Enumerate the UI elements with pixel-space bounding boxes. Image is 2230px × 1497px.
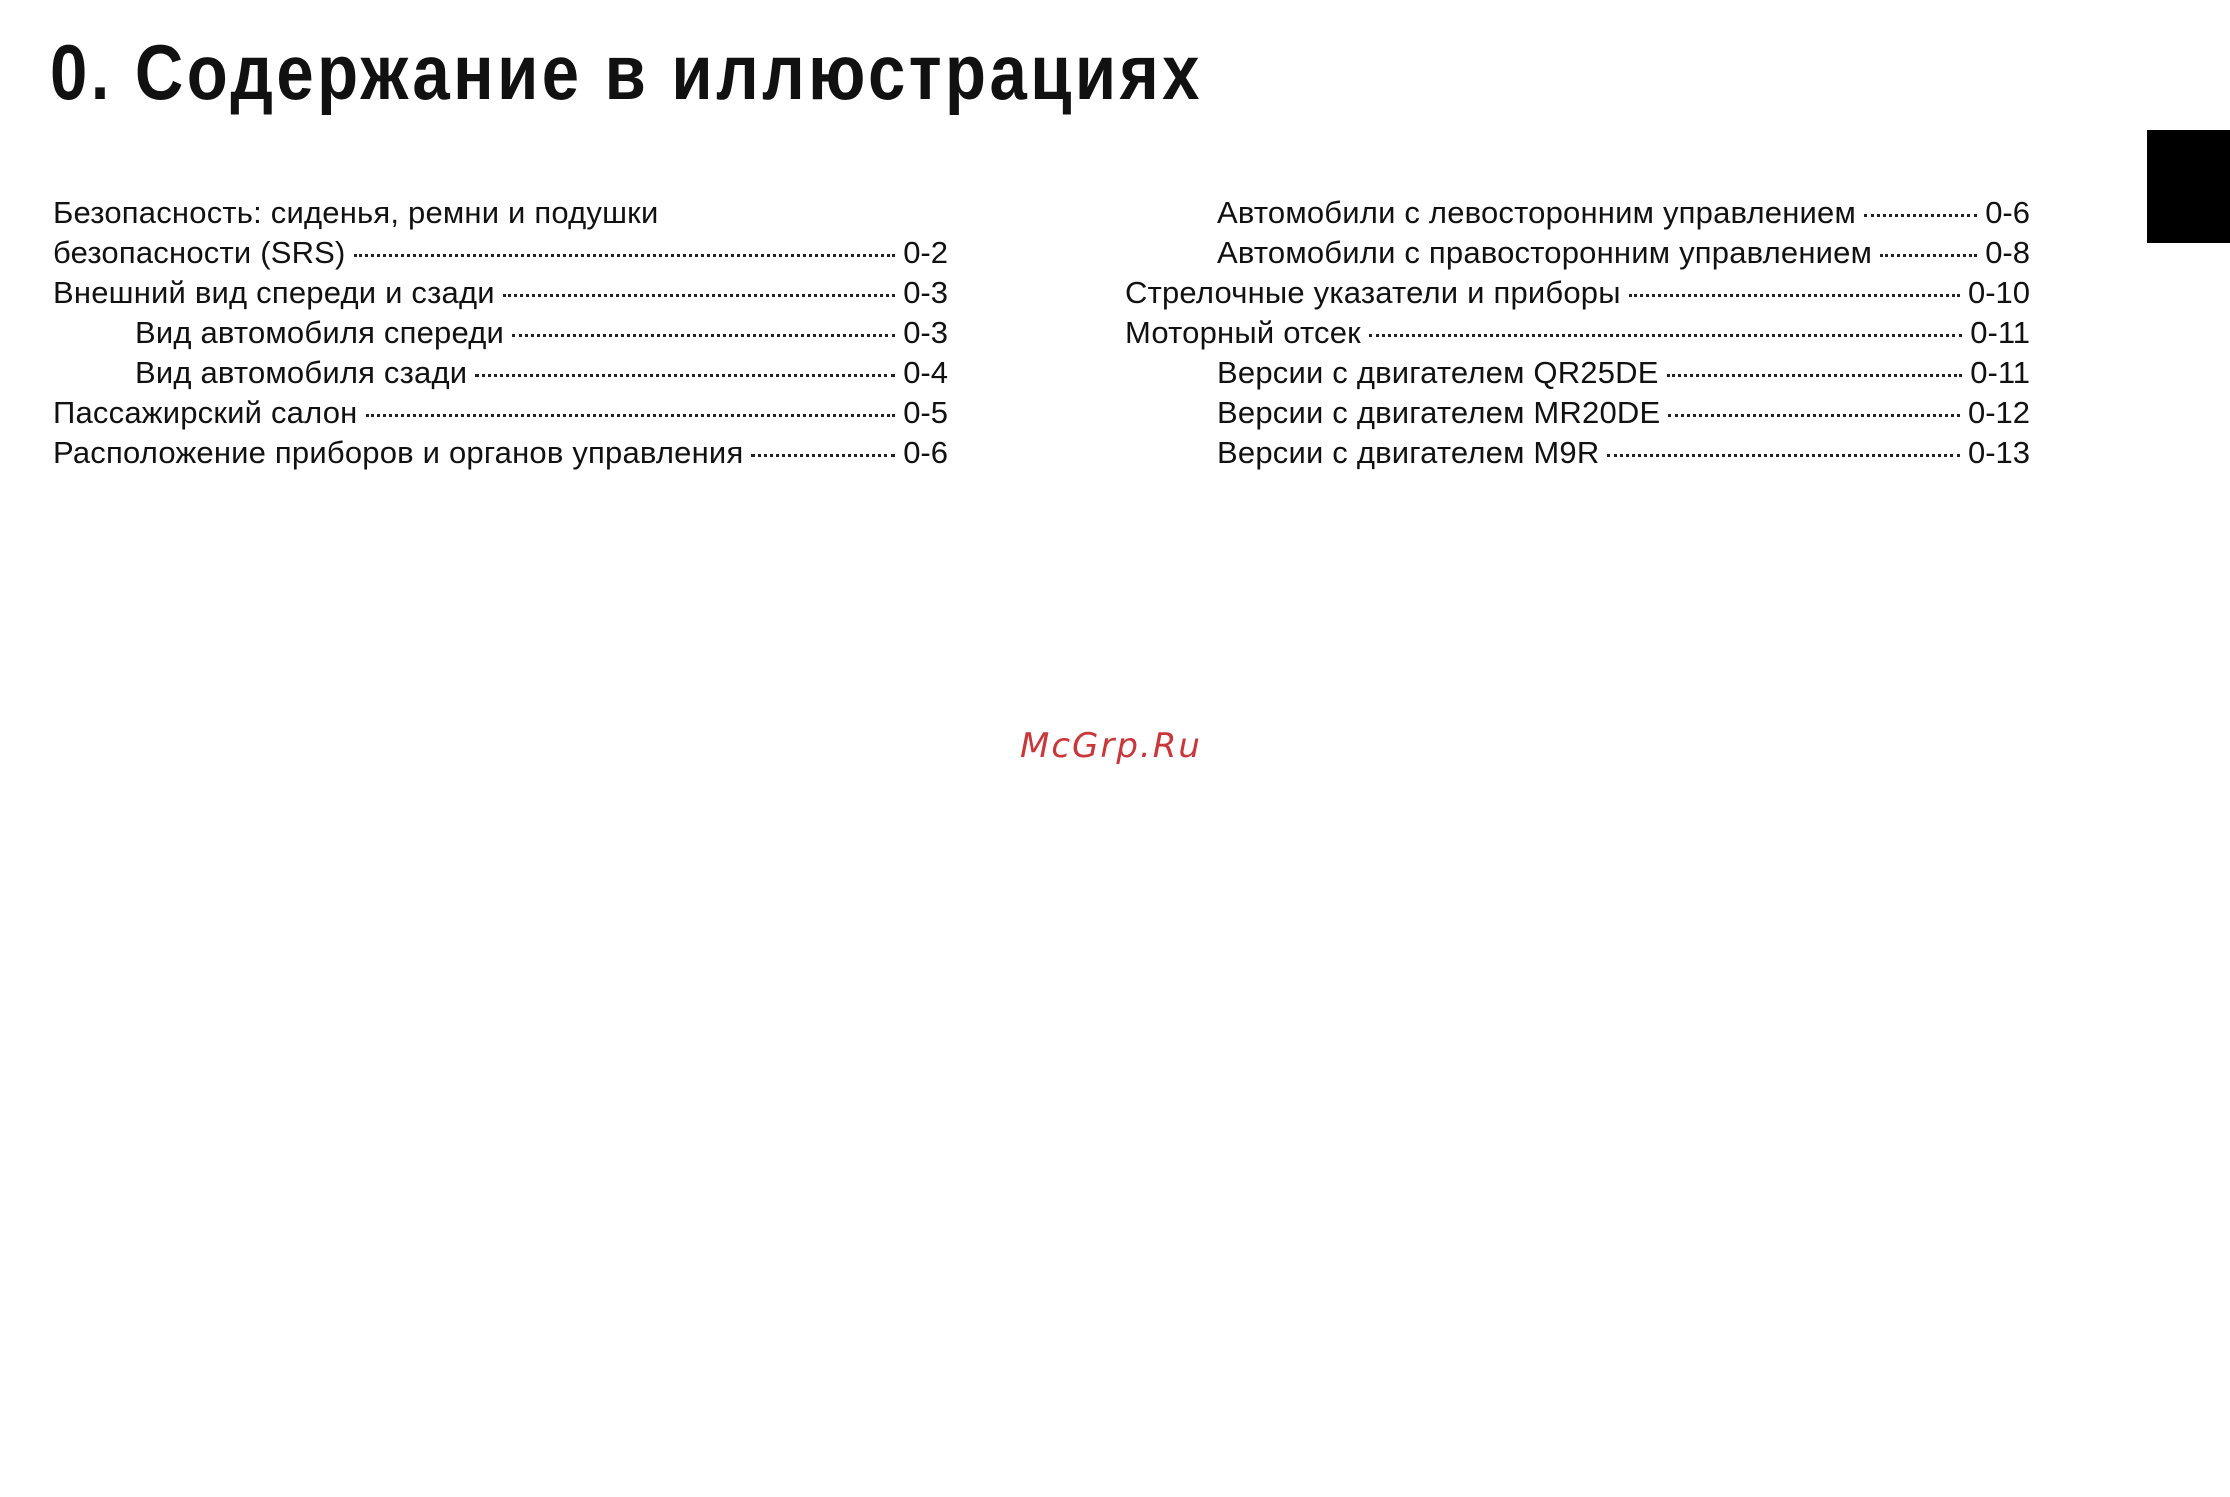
toc-entry-label: Автомобили с правосторонним управлением [1217, 235, 1873, 270]
toc-leader-dots [512, 334, 895, 337]
toc-entry-page: 0-6 [1985, 195, 2030, 230]
toc-entry-label: Версии с двигателем MR20DE [1217, 395, 1661, 430]
toc-entry-label: безопасности (SRS) [53, 235, 346, 270]
toc-entry-m9r[interactable] [1125, 433, 2030, 473]
toc-entry-label: Версии с двигателем M9R [1217, 435, 1600, 470]
toc-entry-engine-compartment[interactable] [1125, 313, 2030, 353]
toc-entry-label: Безопасность: сиденья, ремни и подушки [53, 195, 659, 230]
toc-entry-page: 0-8 [1985, 235, 2030, 270]
toc-entry-label: Вид автомобиля сзади [135, 355, 468, 390]
toc-leader-dots [1880, 254, 1977, 257]
toc-entry-page: 0-12 [1967, 395, 2030, 430]
toc-leader-dots [475, 374, 895, 377]
toc-entry-label: Стрелочные указатели и приборы [1125, 275, 1621, 310]
toc-leader-dots [1668, 414, 1960, 417]
toc-leader-dots [366, 414, 896, 417]
toc-leader-dots [1667, 374, 1963, 377]
toc-entry-page: 0-6 [903, 435, 948, 470]
toc-entry-front-view[interactable] [53, 313, 948, 353]
page-title: 0. Содержание в иллюстрациях [50, 28, 1203, 116]
toc-entry-qr25de[interactable] [1125, 353, 2030, 393]
watermark-text: McGrp.Ru [1020, 726, 1202, 766]
toc-entry-label: Вид автомобиля спереди [135, 315, 505, 350]
toc-entry-safety-cont[interactable] [53, 233, 948, 273]
toc-right-column [1125, 193, 2030, 473]
toc-entry-label: Пассажирский салон [53, 395, 358, 430]
toc-entry-right-hand-drive[interactable] [1125, 233, 2030, 273]
toc-entry-label: Расположение приборов и органов управления [53, 435, 744, 470]
toc-entry-page: 0-11 [1970, 355, 2030, 390]
toc-left-column [53, 193, 948, 473]
toc-leader-dots [1369, 334, 1962, 337]
toc-entry-instruments-controls[interactable] [53, 433, 948, 473]
toc-entry-page: 0-3 [903, 315, 948, 350]
toc-entry-rear-view[interactable] [53, 353, 948, 393]
toc-leader-dots [1864, 214, 1977, 217]
toc-entry-page: 0-2 [903, 235, 948, 270]
toc-entry-page: 0-5 [903, 395, 948, 430]
toc-entry-gauges-meters[interactable] [1125, 273, 2030, 313]
toc-entry-passenger-compartment[interactable] [53, 393, 948, 433]
toc-entry-left-hand-drive[interactable] [1125, 193, 2030, 233]
toc-entry-page: 0-10 [1967, 275, 2030, 310]
toc-entry-exterior[interactable] [53, 273, 948, 313]
toc-entry-label: Моторный отсек [1125, 315, 1361, 350]
toc-leader-dots [503, 294, 895, 297]
toc-entry-label: Автомобили с левосторонним управлением [1217, 195, 1856, 230]
toc-entry-mr20de[interactable] [1125, 393, 2030, 433]
toc-leader-dots [354, 254, 896, 257]
toc-leader-dots [1607, 454, 1960, 457]
toc-entry-page: 0-4 [903, 355, 948, 390]
toc-entry-page: 0-13 [1967, 435, 2030, 470]
toc-leader-dots [1629, 294, 1960, 297]
toc-entry-label: Версии с двигателем QR25DE [1217, 355, 1659, 390]
toc-entry-safety[interactable] [53, 193, 948, 233]
toc-entry-label: Внешний вид спереди и сзади [53, 275, 495, 310]
toc-leader-dots [751, 454, 895, 457]
chapter-tab-marker [2147, 130, 2230, 243]
toc-entry-page: 0-3 [903, 275, 948, 310]
toc-entry-page: 0-11 [1970, 315, 2030, 350]
